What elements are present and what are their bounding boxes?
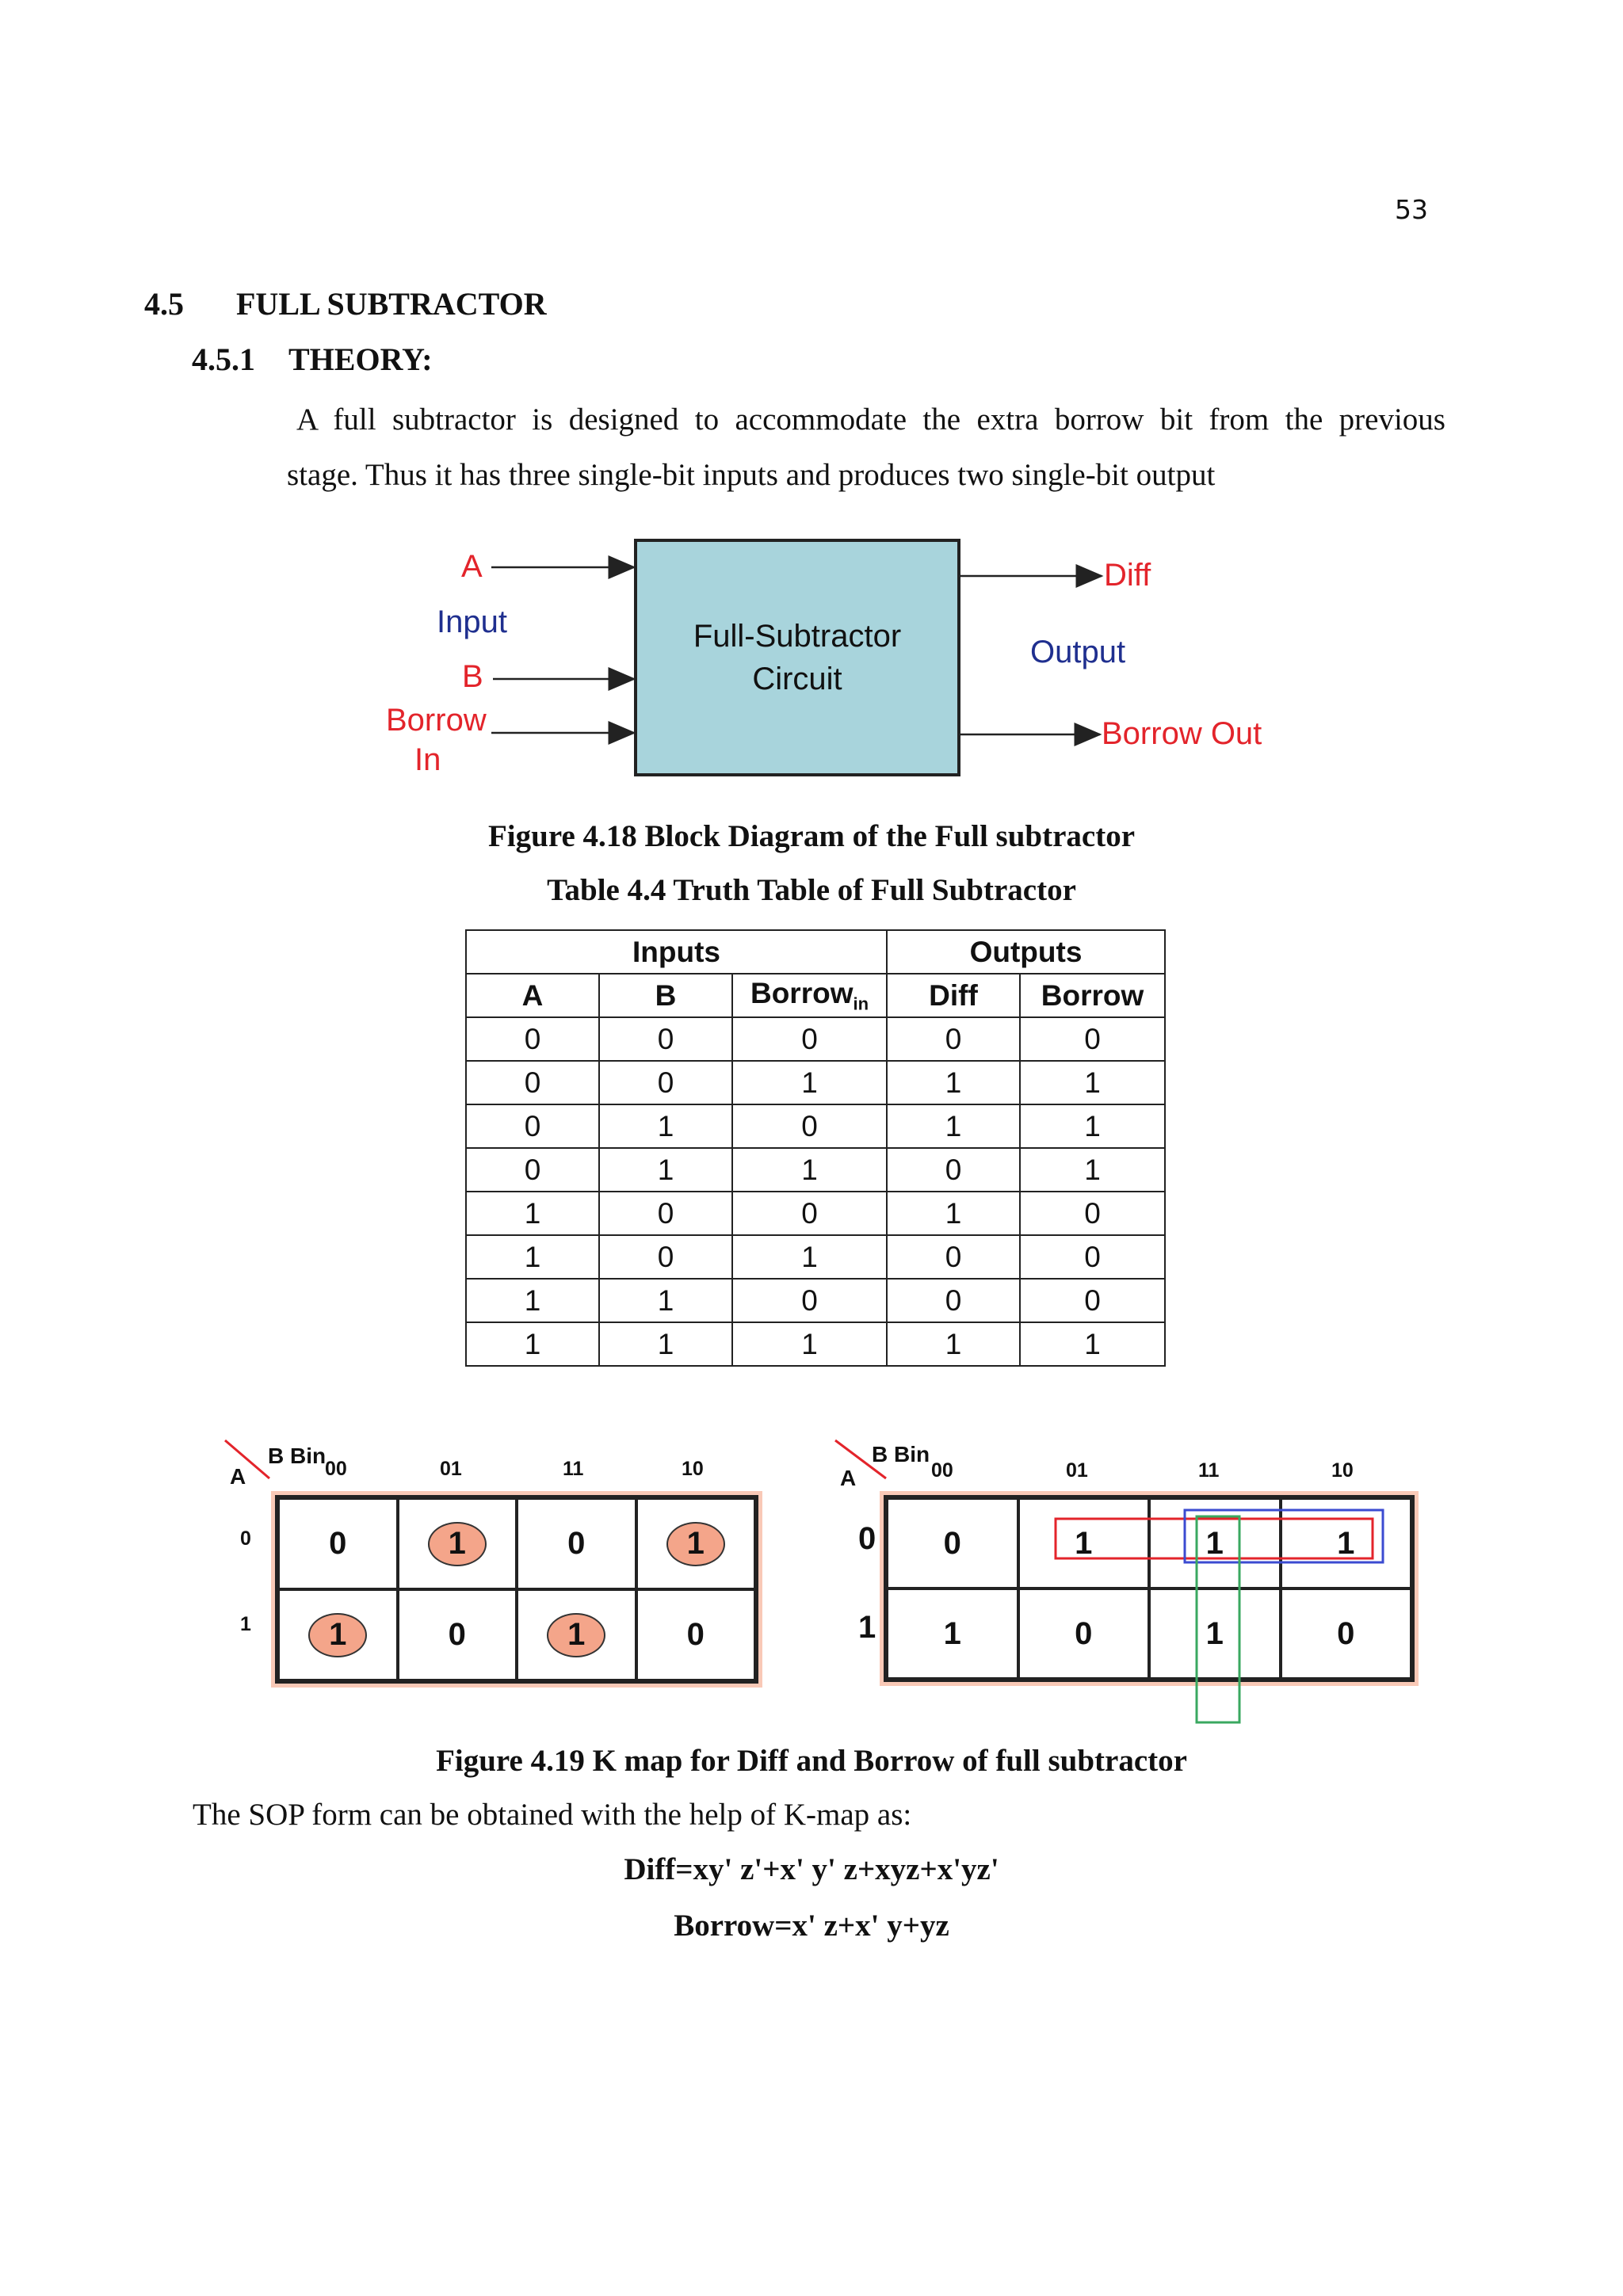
kmap-diff-value: 0	[329, 1526, 347, 1561]
table-cell: 1	[732, 1322, 887, 1366]
equation-diff: Diff=xy' z'+x' y' z+xyz+x'yz'	[624, 1852, 999, 1886]
kmap-diff-value: 0	[567, 1526, 586, 1561]
kmap-borrow-col-11: 11	[1198, 1459, 1220, 1482]
table-cell: 0	[1020, 1192, 1165, 1235]
kmap-diff-value: 0	[448, 1617, 466, 1652]
kmap-borrow-value: 1	[1075, 1525, 1093, 1561]
box-line-2: Circuit	[752, 662, 842, 696]
table-cell: 1	[732, 1148, 887, 1192]
table-cell: 1	[732, 1061, 887, 1104]
table-cell: 0	[732, 1104, 887, 1148]
table-row	[466, 1279, 1165, 1322]
table-cell: 1	[599, 1322, 732, 1366]
kmap-borrow-value: 1	[1337, 1525, 1355, 1561]
header-b: B	[599, 974, 732, 1017]
kmap-diff-cell	[517, 1589, 636, 1680]
table-cell: 1	[887, 1322, 1020, 1366]
kmap-borrow	[824, 1434, 1426, 1727]
table-cell: 0	[1020, 1017, 1165, 1061]
group-red	[1056, 1519, 1373, 1558]
box-line-1: Full-Subtractor	[693, 619, 902, 654]
table-cell: 0	[466, 1104, 599, 1148]
kmap-borrow-value: 1	[1205, 1615, 1224, 1651]
kmap-diff-cell	[278, 1498, 398, 1589]
kmap-diff-grid	[275, 1495, 758, 1684]
paragraph-line-2: stage. Thus it has three single-bit inputs and produces two single-bit output	[287, 458, 1216, 492]
kmap-diff-col-var: B Bin	[268, 1444, 327, 1468]
header-a: A	[466, 974, 599, 1017]
table-cell: 1	[732, 1235, 887, 1279]
table-cell: 0	[1020, 1279, 1165, 1322]
group-inputs: Inputs	[466, 930, 887, 974]
kmap-borrow-col-10: 10	[1331, 1459, 1354, 1482]
kmap-diff	[214, 1434, 785, 1688]
kmap-diff-value: 0	[686, 1617, 705, 1652]
paragraph-line-1: A full subtractor is designed to accommodate the extra borrow bit from the previous	[296, 402, 1445, 437]
kmap-borrow-col-var: B Bin	[872, 1442, 930, 1466]
truth-table-header-row	[466, 974, 1165, 1017]
table-cell: 0	[466, 1017, 599, 1061]
table-row	[466, 1148, 1165, 1192]
kmap-diff-cell	[517, 1498, 636, 1589]
label-in: In	[414, 742, 441, 777]
label-output: Output	[1030, 635, 1126, 669]
table-cell: 1	[1020, 1322, 1165, 1366]
table-cell: 0	[732, 1192, 887, 1235]
kmap-diff-cell	[278, 1589, 398, 1680]
table-cell: 0	[887, 1279, 1020, 1322]
truth-table-group-row	[466, 930, 1165, 974]
kmap-diff-cell	[636, 1498, 756, 1589]
theory-paragraph	[287, 392, 1445, 503]
header-borrow-in	[732, 974, 887, 1017]
kmap-borrow-row-0: 0	[858, 1521, 876, 1556]
figure-4-18-caption: Figure 4.18 Block Diagram of the Full subtractor	[487, 819, 1136, 853]
kmap-borrow-value: 1	[943, 1615, 961, 1651]
table-4-4-caption: Table 4.4 Truth Table of Full Subtractor	[547, 873, 1076, 907]
table-row	[466, 1192, 1165, 1235]
kmap-borrow-groupings	[824, 1434, 1426, 1727]
kmap-diff-row-0: 0	[240, 1527, 251, 1550]
kmap-borrow-value: 0	[1337, 1615, 1355, 1651]
kmap-borrow-col-01: 01	[1066, 1459, 1088, 1482]
kmap-diff-circled-value: 1	[547, 1613, 605, 1657]
table-cell: 0	[599, 1192, 732, 1235]
kmap-diff-row-var: A	[230, 1464, 246, 1489]
kmap-borrow-col-00: 00	[931, 1459, 953, 1482]
section-title: FULL SUBTRACTOR	[236, 286, 547, 322]
header-borrow-in-subscript: in	[853, 994, 869, 1014]
kmap-diff-col-11: 11	[563, 1458, 584, 1480]
table-cell: 0	[599, 1061, 732, 1104]
subsection-heading	[192, 341, 433, 378]
table-cell: 1	[466, 1322, 599, 1366]
label-b: B	[462, 659, 483, 694]
kmap-borrow-value: 0	[1075, 1615, 1093, 1651]
table-cell: 1	[887, 1192, 1020, 1235]
table-cell: 0	[732, 1017, 887, 1061]
page-number: 53	[1395, 194, 1428, 225]
table-cell: 0	[599, 1017, 732, 1061]
figure-4-19-caption: Figure 4.19 K map for Diff and Borrow of full subtractor	[436, 1744, 1187, 1778]
table-cell: 1	[599, 1279, 732, 1322]
kmap-diff-col-01: 01	[440, 1458, 462, 1480]
table-cell: 1	[466, 1192, 599, 1235]
table-cell: 1	[887, 1061, 1020, 1104]
table-row	[466, 1017, 1165, 1061]
kmap-diff-cell	[398, 1498, 517, 1589]
table-cell: 0	[1020, 1235, 1165, 1279]
header-borrow-in-label: Borrow	[750, 976, 854, 1009]
kmap-diff-col-00: 00	[325, 1458, 347, 1480]
table-cell: 0	[466, 1061, 599, 1104]
table-cell: 0	[466, 1148, 599, 1192]
kmap-diff-circled-value: 1	[308, 1613, 367, 1657]
kmap-borrow-row-1: 1	[858, 1610, 876, 1645]
group-green	[1197, 1516, 1239, 1722]
table-row	[466, 1322, 1165, 1366]
kmap-diff-circled-value: 1	[428, 1522, 487, 1566]
label-borrow-out: Borrow Out	[1102, 716, 1262, 751]
label-diff: Diff	[1104, 558, 1151, 593]
table-row	[466, 1235, 1165, 1279]
label-input: Input	[437, 605, 507, 639]
table-cell: 0	[887, 1017, 1020, 1061]
section-heading	[144, 285, 547, 322]
kmap-diff-cell	[636, 1589, 756, 1680]
label-a: A	[461, 549, 483, 584]
table-cell: 0	[887, 1235, 1020, 1279]
full-subtractor-box	[634, 539, 960, 776]
kmap-borrow-value: 1	[1205, 1525, 1224, 1561]
table-cell: 1	[599, 1104, 732, 1148]
kmap-diff-row-1: 1	[240, 1613, 251, 1635]
table-cell: 0	[599, 1235, 732, 1279]
sop-intro: The SOP form can be obtained with the help of K-map as:	[193, 1798, 912, 1832]
kmap-diff-col-10: 10	[682, 1458, 704, 1480]
table-cell: 1	[466, 1235, 599, 1279]
section-number: 4.5	[144, 286, 184, 322]
equation-borrow: Borrow=x' z+x' y+yz	[674, 1909, 949, 1943]
table-cell: 1	[1020, 1148, 1165, 1192]
header-borrow: Borrow	[1020, 974, 1165, 1017]
label-borrow: Borrow	[386, 703, 487, 738]
table-cell: 1	[599, 1148, 732, 1192]
kmap-borrow-value: 0	[943, 1525, 961, 1561]
subsection-number: 4.5.1	[192, 341, 255, 377]
table-row	[466, 1061, 1165, 1104]
truth-table	[465, 929, 1166, 1367]
table-cell: 1	[1020, 1061, 1165, 1104]
table-cell: 1	[1020, 1104, 1165, 1148]
table-cell: 1	[466, 1279, 599, 1322]
table-cell: 1	[887, 1104, 1020, 1148]
table-cell: 0	[732, 1279, 887, 1322]
header-diff: Diff	[887, 974, 1020, 1017]
subsection-title: THEORY:	[288, 341, 433, 377]
group-outputs: Outputs	[887, 930, 1165, 974]
kmap-diff-cell	[398, 1589, 517, 1680]
table-cell: 0	[887, 1148, 1020, 1192]
kmap-borrow-row-var: A	[840, 1466, 857, 1490]
kmap-diff-circled-value: 1	[666, 1522, 725, 1566]
table-row	[466, 1104, 1165, 1148]
